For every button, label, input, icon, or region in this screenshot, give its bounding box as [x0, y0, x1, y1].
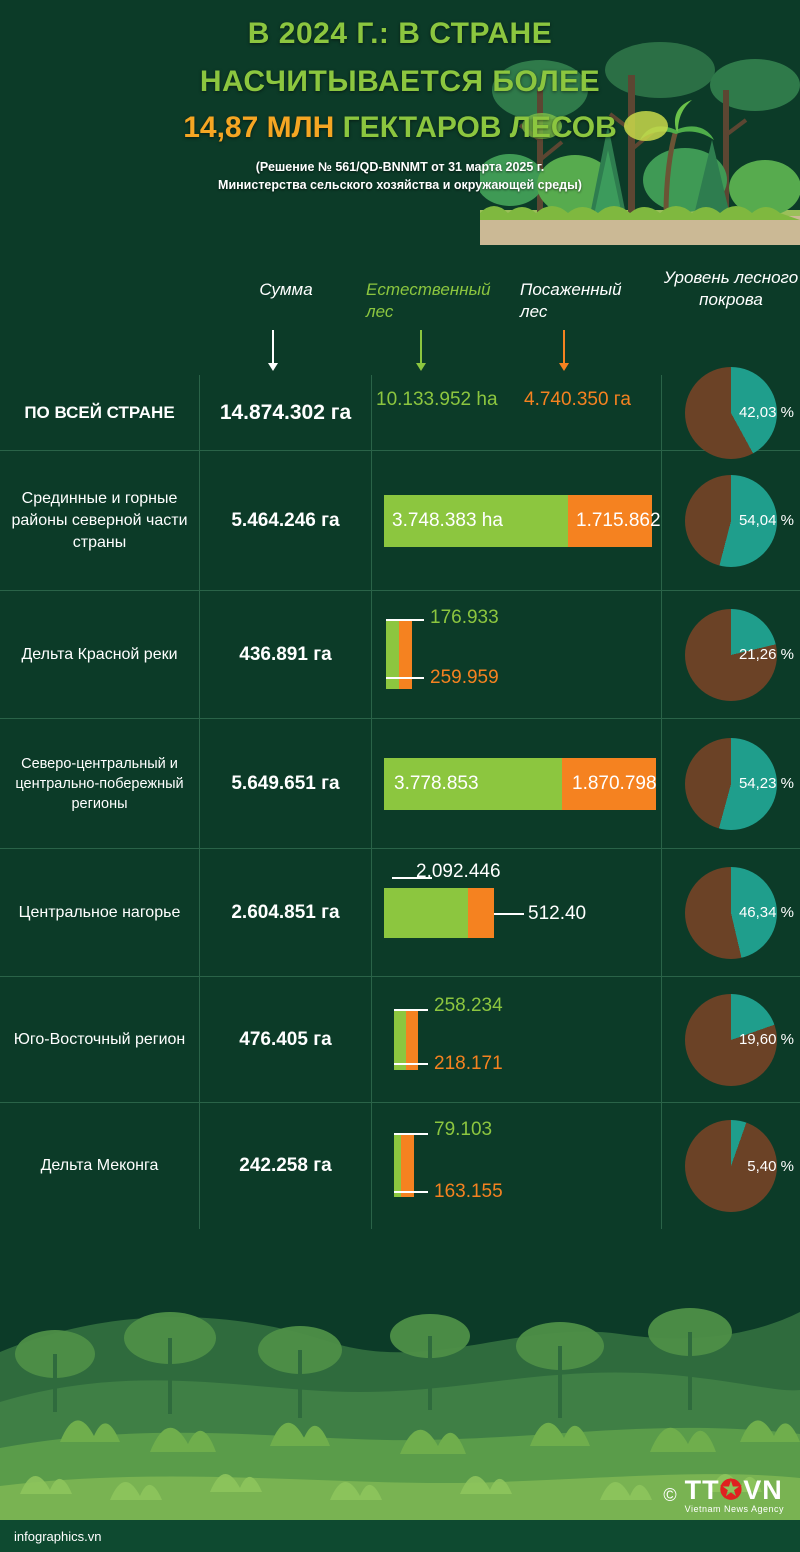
arrow-total-icon — [272, 330, 274, 364]
subtitle-line-2: Министерства сельского хозяйства и окружающей среды) — [218, 178, 582, 192]
row-natural-value: 2.092.446 — [416, 861, 501, 882]
row-bar — [372, 1103, 662, 1229]
column-header-coverage: Уровень лесного покрова — [663, 268, 799, 309]
leader-line-natural — [394, 1133, 428, 1135]
arrow-natural-icon — [420, 330, 422, 364]
leader-line-planted — [386, 677, 424, 679]
agency-name: TT✪VN — [684, 1475, 783, 1505]
agency-subtitle: Vietnam News Agency — [684, 1504, 784, 1514]
row-planted-value: 1.870.798 — [572, 772, 657, 794]
row-total: 5.464.246 га — [200, 451, 372, 590]
row-total: 5.649.651 га — [200, 719, 372, 848]
row-natural-value: 258.234 — [434, 995, 503, 1016]
row-bar — [372, 849, 662, 976]
row-pie — [662, 591, 800, 718]
row-bar — [372, 451, 662, 590]
title-line-3 — [0, 106, 800, 150]
website-url: infographics.vn — [14, 1528, 102, 1544]
copyright-symbol: © — [663, 1484, 677, 1505]
table-row — [0, 977, 800, 1103]
row-region: Северо-центральный и центрально-побережный регионы — [0, 719, 200, 848]
column-headers — [0, 255, 800, 375]
title-block — [0, 10, 800, 194]
leader-line-planted — [394, 1191, 428, 1193]
row-bar — [372, 977, 662, 1102]
footer — [0, 1242, 800, 1552]
row-bar — [372, 375, 662, 450]
table-row — [0, 591, 800, 719]
row-pie — [662, 375, 800, 450]
table-row — [0, 719, 800, 849]
row-total: 242.258 га — [200, 1103, 372, 1229]
row-coverage-value: 21,26 % — [738, 646, 794, 663]
table-row — [0, 1103, 800, 1229]
column-header-total: Сумма — [259, 280, 313, 299]
row-natural-value: 3.748.383 ha — [392, 509, 503, 531]
table-row — [0, 451, 800, 591]
subtitle-line-1: (Решение № 561/QD-BNNMT от 31 марта 2025 г. — [255, 160, 545, 174]
header — [0, 0, 800, 255]
arrow-planted-icon — [563, 330, 565, 364]
row-planted-value: 1.715.862 — [576, 509, 661, 531]
leader-line-natural — [394, 1009, 428, 1011]
row-region: Дельта Красной реки — [0, 591, 200, 718]
agency-logo — [663, 1476, 784, 1514]
column-header-planted: Посаженный лес — [520, 280, 622, 321]
title-line-2: НАСЧИТЫВАЕТСЯ БОЛЕЕ — [199, 65, 601, 98]
row-natural-value: 176.933 — [430, 607, 499, 628]
row-planted-value: 512.40 — [528, 903, 587, 924]
row-bar — [372, 591, 662, 718]
row-coverage-value: 54,23 % — [738, 775, 794, 792]
row-region: Срединные и горные районы северной части страны — [0, 451, 200, 590]
row-total: 436.891 га — [200, 591, 372, 718]
row-region: Юго-Восточный регион — [0, 977, 200, 1102]
row-region: ПО ВСЕЙ СТРАНЕ — [0, 375, 200, 450]
row-pie — [662, 719, 800, 848]
row-planted-value: 163.155 — [434, 1181, 503, 1202]
row-total: 14.874.302 га — [200, 375, 372, 450]
row-coverage-value: 5,40 % — [747, 1157, 794, 1175]
footer-bar — [0, 1520, 800, 1552]
leader-line-planted — [394, 1063, 428, 1065]
leader-line-planted — [494, 913, 524, 915]
row-bar — [372, 719, 662, 848]
data-table — [0, 375, 800, 1229]
star-icon: ✪ — [719, 1475, 744, 1505]
row-natural-value: 3.778.853 — [394, 772, 479, 794]
row-pie — [662, 451, 800, 590]
row-planted-value: 4.740.350 га — [524, 389, 631, 410]
subtitle — [0, 158, 800, 194]
table-row — [0, 849, 800, 977]
row-coverage-value: 19,60 % — [738, 1031, 794, 1048]
row-coverage-value: 42,03 % — [738, 404, 794, 421]
leader-line-natural — [386, 619, 424, 621]
row-total: 2.604.851 га — [200, 849, 372, 976]
row-coverage-value: 46,34 % — [738, 904, 794, 921]
row-coverage-value: 54,04 % — [738, 512, 794, 529]
headline-rest: ГЕКТАРОВ ЛЕСОВ — [334, 111, 617, 144]
column-header-natural: Естественный лес — [366, 280, 491, 321]
row-planted-value: 259.959 — [430, 667, 499, 688]
row-pie — [662, 849, 800, 976]
row-pie — [662, 1103, 800, 1229]
row-natural-value: 10.133.952 ha — [376, 389, 498, 410]
table-row — [0, 375, 800, 451]
headline-number: 14,87 МЛН — [183, 111, 335, 144]
row-planted-value: 218.171 — [434, 1053, 503, 1074]
row-pie — [662, 977, 800, 1102]
row-region: Дельта Меконга — [0, 1103, 200, 1229]
row-natural-value: 79.103 — [434, 1119, 493, 1140]
row-region: Центральное нагорье — [0, 849, 200, 976]
title-line-1: В 2024 Г.: В СТРАНЕ — [247, 17, 553, 50]
row-total: 476.405 га — [200, 977, 372, 1102]
